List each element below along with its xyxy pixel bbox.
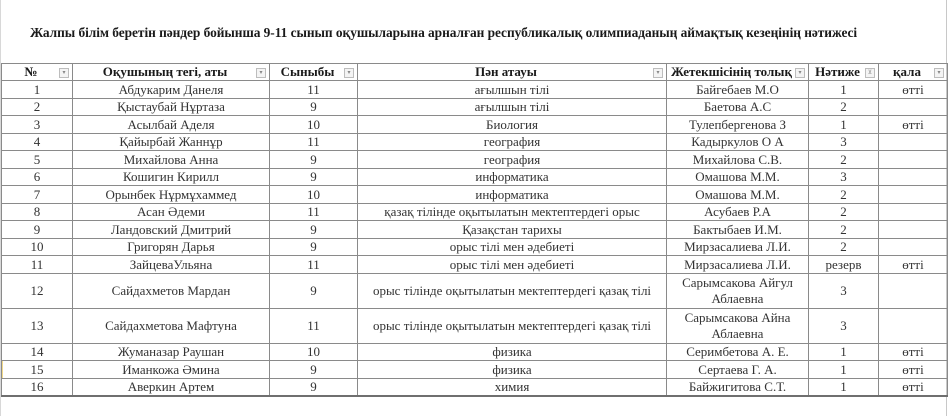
table-row (2, 256, 948, 274)
table-row (2, 151, 948, 169)
header-label: № (24, 64, 38, 80)
cell-city (879, 308, 948, 343)
cell-number: 16 (2, 378, 73, 396)
cell-teacher: Мирзасалиева Л.И. (667, 238, 809, 256)
cell-result: 2 (809, 238, 879, 256)
cell-teacher: Байжигитова С.Т. (667, 378, 809, 396)
cell-teacher: Сарымсакова Айна Аблаевна (667, 308, 809, 343)
header-grade (270, 64, 358, 81)
cell-city: өтті (879, 81, 948, 99)
header-label: Оқушының тегі, аты (102, 64, 228, 80)
cell-grade: 9 (270, 221, 358, 239)
cell-city (879, 133, 948, 151)
cell-student-name: Абдукарим Данеля (73, 81, 270, 99)
dropdown-filter-icon[interactable]: ▾ (653, 68, 663, 78)
header-subject (358, 64, 667, 81)
cell-result: 3 (809, 308, 879, 343)
cell-subject: Биология (358, 116, 667, 134)
cell-city: өтті (879, 378, 948, 396)
cell-student-name: Михайлова Анна (73, 151, 270, 169)
table-row (2, 343, 948, 361)
cell-result: 2 (809, 186, 879, 204)
cell-student-name: Иманкожа Әмина (73, 361, 270, 379)
header-label: Нәтиже (815, 64, 860, 80)
cell-city: өтті (879, 116, 948, 134)
cell-subject: ағылшын тілі (358, 81, 667, 99)
cell-result: 1 (809, 116, 879, 134)
dropdown-filter-icon[interactable]: ▾ (256, 68, 266, 78)
cell-teacher: Баетова А.С (667, 98, 809, 116)
cell-result: 3 (809, 168, 879, 186)
cell-subject: орыс тілі мен әдебиеті (358, 238, 667, 256)
cell-city: өтті (879, 256, 948, 274)
cell-number: 14 (2, 343, 73, 361)
cell-student-name: Кошигин Кирилл (73, 168, 270, 186)
cell-teacher: Сарымсакова Айгул Аблаевна (667, 273, 809, 308)
table-header-row (2, 64, 948, 81)
cell-student-name: Жуманазар Раушан (73, 343, 270, 361)
cell-subject: география (358, 133, 667, 151)
header-label: Сыныбы (280, 64, 335, 80)
cell-result: 1 (809, 343, 879, 361)
cell-city (879, 98, 948, 116)
cell-student-name: Қайырбай Жаннұр (73, 133, 270, 151)
cell-result: 1 (809, 361, 879, 379)
cell-result: резерв (809, 256, 879, 274)
cell-grade: 11 (270, 256, 358, 274)
cell-number: 9 (2, 221, 73, 239)
cell-number: 10 (2, 238, 73, 256)
cell-student-name: Қыстаубай Нұртаза (73, 98, 270, 116)
cell-city (879, 221, 948, 239)
dropdown-filter-icon[interactable]: ▾ (795, 68, 805, 78)
cell-grade: 9 (270, 238, 358, 256)
cell-subject: химия (358, 378, 667, 396)
cell-number: 3 (2, 116, 73, 134)
cell-city (879, 186, 948, 204)
cell-student-name: Сайдахметов Мардан (73, 273, 270, 308)
cell-city (879, 168, 948, 186)
cell-grade: 11 (270, 133, 358, 151)
cell-student-name: ЗайцеваУльяна (73, 256, 270, 274)
cell-student-name: Аверкин Артем (73, 378, 270, 396)
cell-student-name: Сайдахметова Мафтуна (73, 308, 270, 343)
cell-subject: ағылшын тілі (358, 98, 667, 116)
cell-teacher: Сертаева Г. А. (667, 361, 809, 379)
results-table (1, 63, 948, 397)
cell-number: 7 (2, 186, 73, 204)
cell-subject: қазақ тілінде оқытылатын мектептердегі орыс (358, 203, 667, 221)
cell-teacher: Омашова М.М. (667, 168, 809, 186)
table-row (2, 168, 948, 186)
cell-result: 1 (809, 81, 879, 99)
cell-grade: 9 (270, 361, 358, 379)
cell-teacher: Бактыбаев И.М. (667, 221, 809, 239)
cell-grade: 10 (270, 116, 358, 134)
cell-result: 3 (809, 133, 879, 151)
table-row (2, 203, 948, 221)
cell-student-name: Асылбай Аделя (73, 116, 270, 134)
cell-result: 2 (809, 221, 879, 239)
cell-teacher: Байгебаев М.О (667, 81, 809, 99)
cell-subject: физика (358, 343, 667, 361)
cell-result: 2 (809, 151, 879, 169)
cell-grade: 9 (270, 168, 358, 186)
cell-grade: 10 (270, 186, 358, 204)
table-row (2, 98, 948, 116)
table-row (2, 133, 948, 151)
cell-result: 3 (809, 273, 879, 308)
cell-number: 12 (2, 273, 73, 308)
header-number (2, 64, 73, 81)
table-row (2, 81, 948, 99)
cell-city (879, 203, 948, 221)
cell-subject: орыс тілінде оқытылатын мектептердегі қазақ тілі (358, 308, 667, 343)
header-city (879, 64, 948, 81)
cell-number: 5 (2, 151, 73, 169)
cell-subject: информатика (358, 186, 667, 204)
cell-number: 4 (2, 133, 73, 151)
table-row (2, 186, 948, 204)
cell-teacher: Кадыркулов О А (667, 133, 809, 151)
header-teacher (667, 64, 809, 81)
cell-number: 2 (2, 98, 73, 116)
table-row (2, 361, 948, 379)
cell-number: 11 (2, 256, 73, 274)
cell-result: 2 (809, 203, 879, 221)
cell-grade: 9 (270, 151, 358, 169)
cell-teacher: Серимбетова А. Е. (667, 343, 809, 361)
cell-city: өтті (879, 343, 948, 361)
cell-grade: 11 (270, 203, 358, 221)
cell-teacher: Тулепбергенова З (667, 116, 809, 134)
cell-number: 1 (2, 81, 73, 99)
table-row (2, 116, 948, 134)
table-row (2, 378, 948, 396)
header-label: қала (893, 64, 921, 80)
table-row (2, 221, 948, 239)
header-label: Пән атауы (475, 64, 537, 80)
cell-city (879, 238, 948, 256)
cell-grade: 9 (270, 378, 358, 396)
cell-number: 6 (2, 168, 73, 186)
cell-city: өтті (879, 361, 948, 379)
dropdown-filter-icon[interactable]: ▾ (344, 68, 354, 78)
cell-student-name: Ландовский Дмитрий (73, 221, 270, 239)
document-title: Жалпы білім беретін пәндер бойынша 9-11 сынып оқушыларына арналған республикалық олимпиаданың аймақтық кезеңінің нәтижесі (30, 25, 858, 40)
table-row (2, 273, 948, 308)
cell-subject: Қазақстан тарихы (358, 221, 667, 239)
table-row (2, 238, 948, 256)
cell-city (879, 273, 948, 308)
cell-grade: 9 (270, 98, 358, 116)
cell-grade: 10 (270, 343, 358, 361)
cell-teacher: Мирзасалиева Л.И. (667, 256, 809, 274)
cell-teacher: Михайлова С.В. (667, 151, 809, 169)
cell-grade: 11 (270, 81, 358, 99)
dropdown-filter-icon[interactable]: ▾ (59, 68, 69, 78)
header-label: Жетекшісінің толық (671, 64, 792, 80)
table-row (2, 308, 948, 343)
active-filter-icon[interactable]: ⊻ (865, 68, 875, 78)
cell-subject: орыс тілі мен әдебиеті (358, 256, 667, 274)
cell-teacher: Омашова М.М. (667, 186, 809, 204)
cell-subject: информатика (358, 168, 667, 186)
cell-city (879, 151, 948, 169)
cell-subject: орыс тілінде оқытылатын мектептердегі қазақ тілі (358, 273, 667, 308)
cell-grade: 11 (270, 308, 358, 343)
dropdown-filter-icon[interactable]: ▾ (934, 68, 944, 78)
cell-result: 1 (809, 378, 879, 396)
cell-subject: география (358, 151, 667, 169)
header-result (809, 64, 879, 81)
cell-student-name: Григорян Дарья (73, 238, 270, 256)
cell-subject: физика (358, 361, 667, 379)
cell-teacher: Асубаев Р.А (667, 203, 809, 221)
cell-number: 13 (2, 308, 73, 343)
cell-grade: 9 (270, 273, 358, 308)
cell-number: 8 (2, 203, 73, 221)
cell-student-name: Асан Әдеми (73, 203, 270, 221)
cell-number: 15 (2, 361, 73, 379)
cell-student-name: Орынбек Нұрмұхаммед (73, 186, 270, 204)
header-student-name (73, 64, 270, 81)
cell-result: 2 (809, 98, 879, 116)
